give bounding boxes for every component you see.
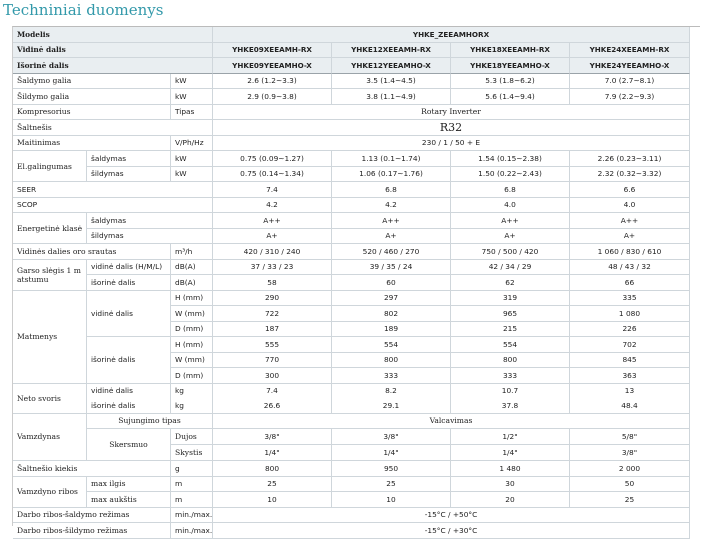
value-cell: Valcavimas: [213, 414, 690, 430]
value-cell: 802: [332, 306, 451, 322]
unit: V/Ph/Hz: [171, 136, 213, 152]
unit: g: [171, 461, 213, 477]
sub-label: max aukštis: [87, 492, 171, 508]
value-cell: 2 000: [570, 461, 690, 477]
spec-table: [12, 26, 700, 535]
unit: min./max.: [171, 508, 213, 524]
value-cell: 226: [570, 322, 690, 338]
value-cell: 950: [332, 461, 451, 477]
value-cell: A++: [332, 213, 451, 229]
value-cell: 1/4": [213, 445, 332, 461]
unit: kW: [171, 167, 213, 183]
value-cell: 1/4": [332, 445, 451, 461]
row-label: Šaltnešio kiekis: [13, 461, 171, 477]
unit: kW: [171, 89, 213, 105]
value-cell: 1/4": [451, 445, 570, 461]
value-cell: R32: [213, 120, 690, 136]
sub-label: Sujungimo tipas: [87, 414, 213, 430]
unit: H (mm): [171, 337, 213, 353]
row-label: Vidinės dalies oro srautas: [13, 244, 171, 260]
sub-label: išorinė dalis: [91, 400, 136, 410]
unit: kg: [175, 386, 184, 396]
value-cell: 333: [451, 368, 570, 384]
neto-value-cell: [213, 384, 332, 414]
value-cell: 319: [451, 291, 570, 307]
value-cell: 187: [213, 322, 332, 338]
value-cell: 4.0: [570, 198, 690, 214]
indoor-model: YHKE18XEEAMH-RX: [451, 43, 570, 59]
neto-unit-cell: [171, 384, 213, 414]
value-cell: A++: [451, 213, 570, 229]
sub-label: vidinė dalis: [87, 291, 171, 338]
value-cell: 1/2": [451, 429, 570, 445]
outdoor-model: YHKE09YEEAMHO-X: [213, 58, 332, 74]
value-cell: 2.26 (0.23~3.11): [570, 151, 690, 167]
value-cell: A+: [570, 229, 690, 245]
sub-label: vidinė dalis: [91, 386, 133, 396]
sub-label: šildymas: [87, 167, 171, 183]
row-label: Maitinimas: [13, 136, 171, 152]
value-cell: 1.13 (0.1~1.74): [332, 151, 451, 167]
value-cell: 290: [213, 291, 332, 307]
sub-label: vidinė dalis (H/M/L): [87, 260, 171, 276]
value-cell: 189: [332, 322, 451, 338]
value-cell: 6.8: [332, 182, 451, 198]
unit: dB(A): [171, 260, 213, 276]
value-cell: 3/8": [213, 429, 332, 445]
sub-label: šaldymas: [87, 213, 213, 229]
unit: Dujos: [171, 429, 213, 445]
value-cell: 25: [570, 492, 690, 508]
indoor-model: YHKE24XEEAMH-RX: [570, 43, 690, 59]
value-cell: 800: [213, 461, 332, 477]
row-label: Vamzdynas: [13, 414, 87, 461]
value-cell: A+: [332, 229, 451, 245]
value-cell: 722: [213, 306, 332, 322]
value-cell: 6.6: [570, 182, 690, 198]
page-title: Techniniai duomenys: [3, 1, 164, 19]
value-cell: 3.8 (1.1~4.9): [332, 89, 451, 105]
value-cell: 48 / 43 / 32: [570, 260, 690, 276]
sub-label: šildymas: [87, 229, 213, 245]
value-cell: 215: [451, 322, 570, 338]
value-cell: 300: [213, 368, 332, 384]
unit: kg: [175, 400, 184, 410]
value-cell: 8.2: [385, 386, 397, 396]
unit: Skystis: [171, 445, 213, 461]
value-cell: 2.32 (0.32~3.32): [570, 167, 690, 183]
value-cell: A++: [570, 213, 690, 229]
value-cell: 845: [570, 353, 690, 369]
value-cell: 4.2: [332, 198, 451, 214]
value-cell: 770: [213, 353, 332, 369]
value-cell: 25: [332, 477, 451, 493]
value-cell: -15°C / +50°C: [213, 508, 690, 524]
value-cell: 555: [213, 337, 332, 353]
value-cell: 7.4: [213, 182, 332, 198]
value-cell: 48.4: [621, 400, 638, 410]
value-cell: 4.2: [213, 198, 332, 214]
value-cell: 0.75 (0.09~1.27): [213, 151, 332, 167]
value-cell: 554: [451, 337, 570, 353]
sub-label: šaldymas: [87, 151, 171, 167]
value-cell: 7.0 (2.7~8.1): [570, 74, 690, 90]
unit: kW: [171, 74, 213, 90]
value-cell: 1 060 / 830 / 610: [570, 244, 690, 260]
value-cell: 29.1: [382, 400, 400, 410]
value-cell: 50: [570, 477, 690, 493]
row-label: Darbo ribos-šildymo režimas: [13, 523, 171, 539]
value-cell: 800: [451, 353, 570, 369]
value-cell: 13: [624, 386, 635, 396]
neto-value-cell: [332, 384, 451, 414]
neto-sub-cell: [87, 384, 171, 414]
row-label: Darbo ribos-šaldymo režimas: [13, 508, 171, 524]
row-label: Garso slėgis 1 m atstumu: [13, 260, 87, 291]
row-label: Matmenys: [13, 291, 87, 384]
row-label: Kompresorius: [13, 105, 171, 121]
value-cell: 30: [451, 477, 570, 493]
value-cell: 3.5 (1.4~4.5): [332, 74, 451, 90]
value-cell: 1.54 (0.15~2.38): [451, 151, 570, 167]
value-cell: 2.9 (0.9~3.8): [213, 89, 332, 105]
unit: W (mm): [171, 306, 213, 322]
value-cell: 7.9 (2.2~9.3): [570, 89, 690, 105]
unit: m: [171, 477, 213, 493]
value-cell: 420 / 310 / 240: [213, 244, 332, 260]
value-cell: 5.6 (1.4~9.4): [451, 89, 570, 105]
sub-label: išorinė dalis: [87, 275, 171, 291]
value-cell: 0.75 (0.14~1.34): [213, 167, 332, 183]
neto-value-cell: [570, 384, 690, 414]
value-cell: 26.6: [263, 400, 281, 410]
value-cell: 66: [570, 275, 690, 291]
header-vidine: Vidinė dalis: [13, 43, 213, 59]
unit: D (mm): [171, 368, 213, 384]
value-cell: 39 / 35 / 24: [332, 260, 451, 276]
outdoor-model: YHKE12YEEAMHO-X: [332, 58, 451, 74]
value-cell: 1.50 (0.22~2.43): [451, 167, 570, 183]
unit: Tipas: [171, 105, 213, 121]
value-cell: 5.3 (1.8~6.2): [451, 74, 570, 90]
neto-value-cell: [451, 384, 570, 414]
value-cell: 520 / 460 / 270: [332, 244, 451, 260]
value-cell: 2.6 (1.2~3.3): [213, 74, 332, 90]
value-cell: 60: [332, 275, 451, 291]
value-cell: 965: [451, 306, 570, 322]
unit: min./max.: [171, 523, 213, 539]
header-modelis: Modelis: [13, 27, 213, 43]
unit: m: [171, 492, 213, 508]
value-cell: 1 080: [570, 306, 690, 322]
value-cell: 554: [332, 337, 451, 353]
value-cell: 4.0: [451, 198, 570, 214]
value-cell: 333: [332, 368, 451, 384]
unit: W (mm): [171, 353, 213, 369]
row-label: Šaltnešis: [13, 120, 213, 136]
indoor-model: YHKE12XEEAMH-RX: [332, 43, 451, 59]
value-cell: 10: [213, 492, 332, 508]
value-cell: 702: [570, 337, 690, 353]
value-cell: A++: [213, 213, 332, 229]
row-label: Neto svoris: [13, 384, 87, 414]
outdoor-model: YHKE18YEEAMHO-X: [451, 58, 570, 74]
value-cell: 37.8: [501, 400, 519, 410]
value-cell: 363: [570, 368, 690, 384]
indoor-model: YHKE09XEEAMH-RX: [213, 43, 332, 59]
unit: m³/h: [171, 244, 213, 260]
unit: kW: [171, 151, 213, 167]
value-cell: 297: [332, 291, 451, 307]
value-cell: 62: [451, 275, 570, 291]
value-cell: 1 480: [451, 461, 570, 477]
row-label: SCOP: [13, 198, 213, 214]
row-label: Šildymo galia: [13, 89, 171, 105]
value-cell: 5/8": [570, 429, 690, 445]
value-cell: 335: [570, 291, 690, 307]
outdoor-model: YHKE24YEEAMHO-X: [570, 58, 690, 74]
value-cell: 6.8: [451, 182, 570, 198]
value-cell: 20: [451, 492, 570, 508]
unit: H (mm): [171, 291, 213, 307]
unit: dB(A): [171, 275, 213, 291]
sub-label: išorinė dalis: [87, 337, 171, 384]
unit: D (mm): [171, 322, 213, 338]
sub-label: max ilgis: [87, 477, 171, 493]
row-label: Šaldymo galia: [13, 74, 171, 90]
value-cell: A+: [451, 229, 570, 245]
value-cell: 42 / 34 / 29: [451, 260, 570, 276]
value-cell: A+: [213, 229, 332, 245]
value-cell: 3/8": [332, 429, 451, 445]
row-label: Vamzdyno ribos: [13, 477, 87, 508]
value-cell: 37 / 33 / 23: [213, 260, 332, 276]
value-cell: 58: [213, 275, 332, 291]
value-cell: 10.7: [501, 386, 519, 396]
value-cell: 750 / 500 / 420: [451, 244, 570, 260]
value-cell: 230 / 1 / 50 + E: [213, 136, 690, 152]
value-cell: -15°C / +30°C: [213, 523, 690, 539]
header-series: YHKE_ZEEAMHORX: [213, 27, 690, 43]
value-cell: 7.4: [266, 386, 278, 396]
value-cell: 3/8": [570, 445, 690, 461]
value-cell: 800: [332, 353, 451, 369]
value-cell: 10: [332, 492, 451, 508]
row-label: SEER: [13, 182, 213, 198]
row-label: Energetinė klasė: [13, 213, 87, 244]
sub-label: Skersmuo: [87, 429, 171, 461]
value-cell: Rotary Inverter: [213, 105, 690, 121]
row-label: El.galingumas: [13, 151, 87, 182]
header-isorine: Išorinė dalis: [13, 58, 213, 74]
value-cell: 1.06 (0.17~1.76): [332, 167, 451, 183]
value-cell: 25: [213, 477, 332, 493]
